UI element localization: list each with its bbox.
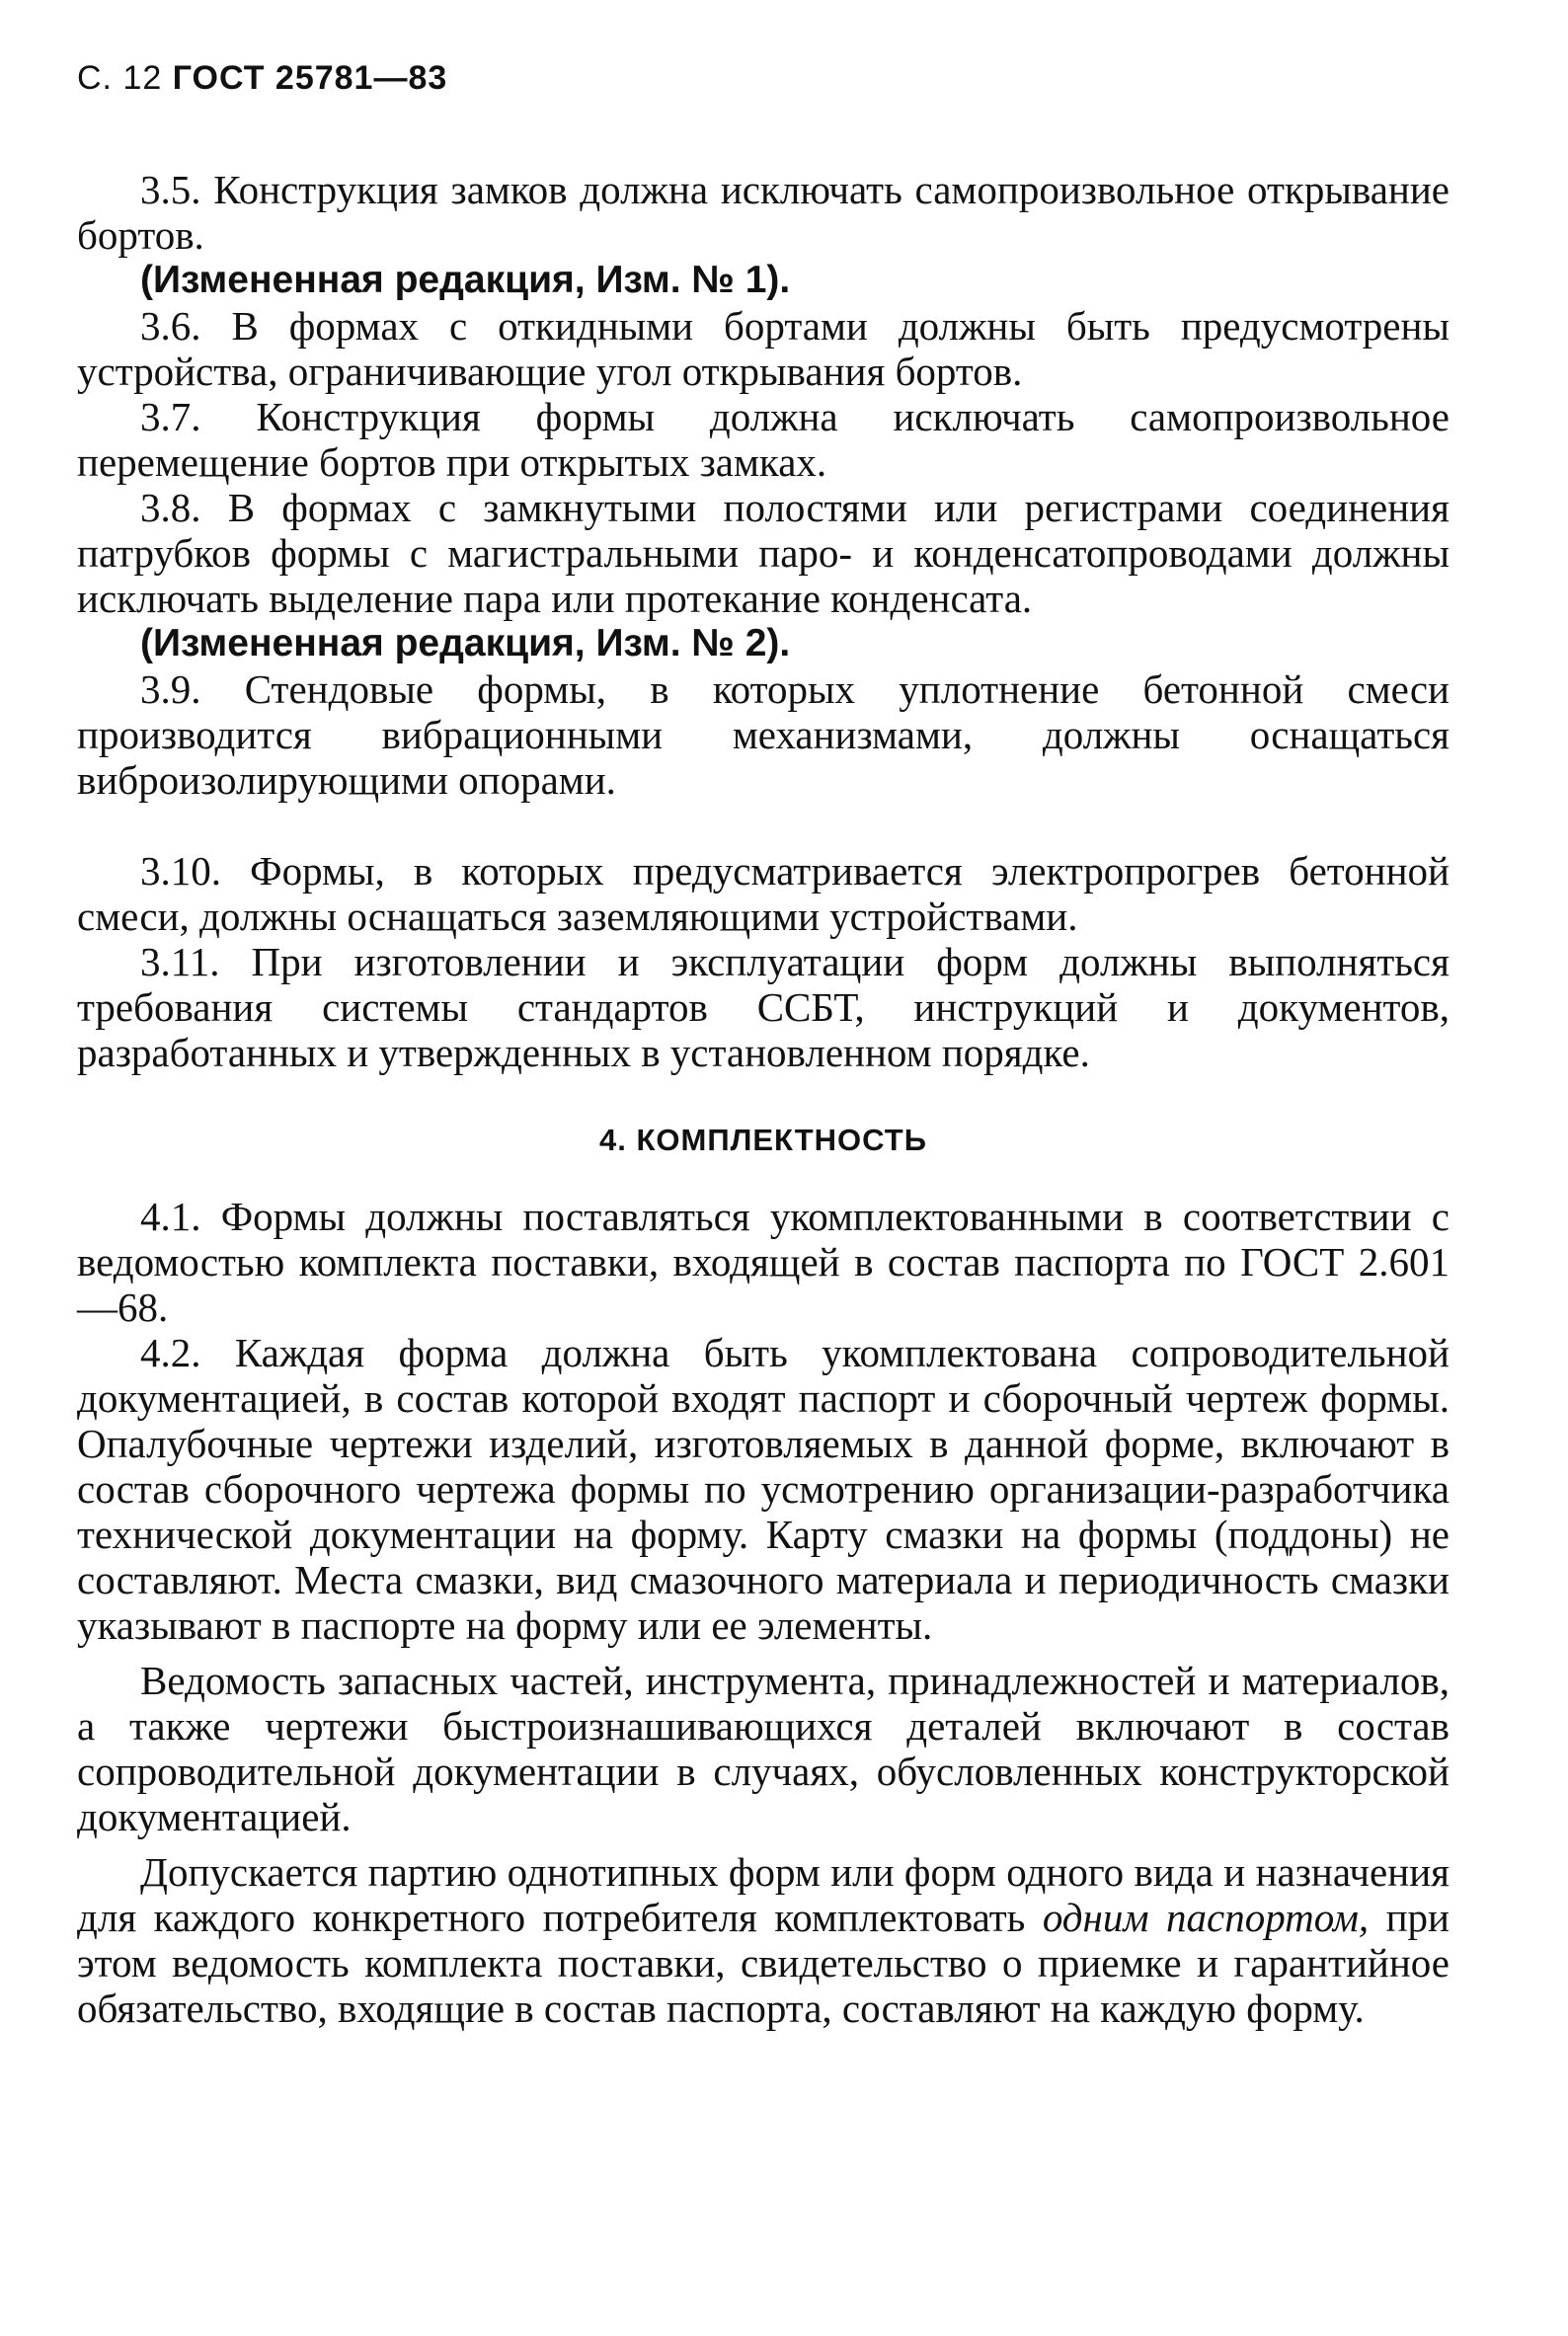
clause-3-11: 3.11. При изготовлении и эксплуатации форм должны выполняться требования системы стандартов ССБТ, инструкций и документов, разработанных и утвержденных в установленном порядке. bbox=[77, 939, 1450, 1075]
clause-text-end: при этом ведомость комплекта поставки, свидетельство о приемке и гарантийное обязательство, входящие в состав паспорта, составляют на каждую форму. bbox=[77, 1895, 1450, 2031]
section-title: 4. КОМПЛЕКТНОСТЬ bbox=[599, 1123, 927, 1157]
page-label: С. 12 bbox=[77, 59, 163, 97]
clause-3-10: 3.10. Формы, в которых предусматривается электропрогрев бетонной смеси, должны оснащаться заземляющими устройствами. bbox=[77, 848, 1450, 939]
clause-text-italic: одним паспортом, bbox=[1042, 1895, 1370, 1940]
clause-3-6: 3.6. В формах с откидными бортами должны быть предусмотрены устройства, ограничивающие угол открывания бортов. bbox=[77, 303, 1450, 394]
document-page bbox=[77, 59, 1450, 2031]
standard-number: ГОСТ 25781—83 bbox=[172, 59, 448, 97]
clause-4-2-single-passport bbox=[77, 1849, 1450, 2031]
clause-4-1: 4.1. Формы должны поставляться укомплектованными в соответствии с ведомостью комплекта поставки, входящей в состав паспорта по ГОСТ 2.601—68. bbox=[77, 1194, 1450, 1330]
clause-3-5: 3.5. Конструкция замков должна исключать самопроизвольное открывание бортов. bbox=[77, 167, 1450, 258]
amendment-note-2: (Измененная редакция, Изм. № 2). bbox=[140, 622, 791, 664]
clause-3-9: 3.9. Стендовые формы, в которых уплотнение бетонной смеси производится вибрационными механизмами, должны оснащаться виброизолирующими опорами. bbox=[77, 666, 1450, 803]
clause-3-7: 3.7. Конструкция формы должна исключать самопроизвольное перемещение бортов при открытых замках. bbox=[77, 394, 1450, 485]
amendment-note-1: (Измененная редакция, Изм. № 1). bbox=[140, 259, 791, 301]
clause-3-8: 3.8. В формах с замкнутыми полостями или регистрами соединения патрубков формы с магистральными паро- и конденсатопроводами должны исключать выделение пара или протекание конденсата. bbox=[77, 485, 1450, 621]
page-header bbox=[77, 59, 1450, 98]
clause-text-start: Допускается партию однотипных форм или форм одного вида и назначения для каждого конкретного потребителя комплектовать bbox=[77, 1849, 1450, 1940]
clause-4-2-spare-parts: Ведомость запасных частей, инструмента, принадлежностей и материалов, а также чертежи быстроизнашивающихся деталей включают в состав сопроводительной документации в случаях, обусловленных конструкторской документацией. bbox=[77, 1658, 1450, 1839]
clause-4-2: 4.2. Каждая форма должна быть укомплектована сопроводительной документацией, в состав которой входят паспорт и сборочный чертеж формы. Опалубочные чертежи изделий, изготовляемых в данной форме, включают в состав сборочного чертежа формы по усмотрению организации-разработчика технической документации на форму. Карту смазки на формы (поддоны) не составляют. Места смазки, вид смазочного материала и периодичность смазки указывают в паспорте на форму или ее элементы. bbox=[77, 1330, 1450, 1648]
